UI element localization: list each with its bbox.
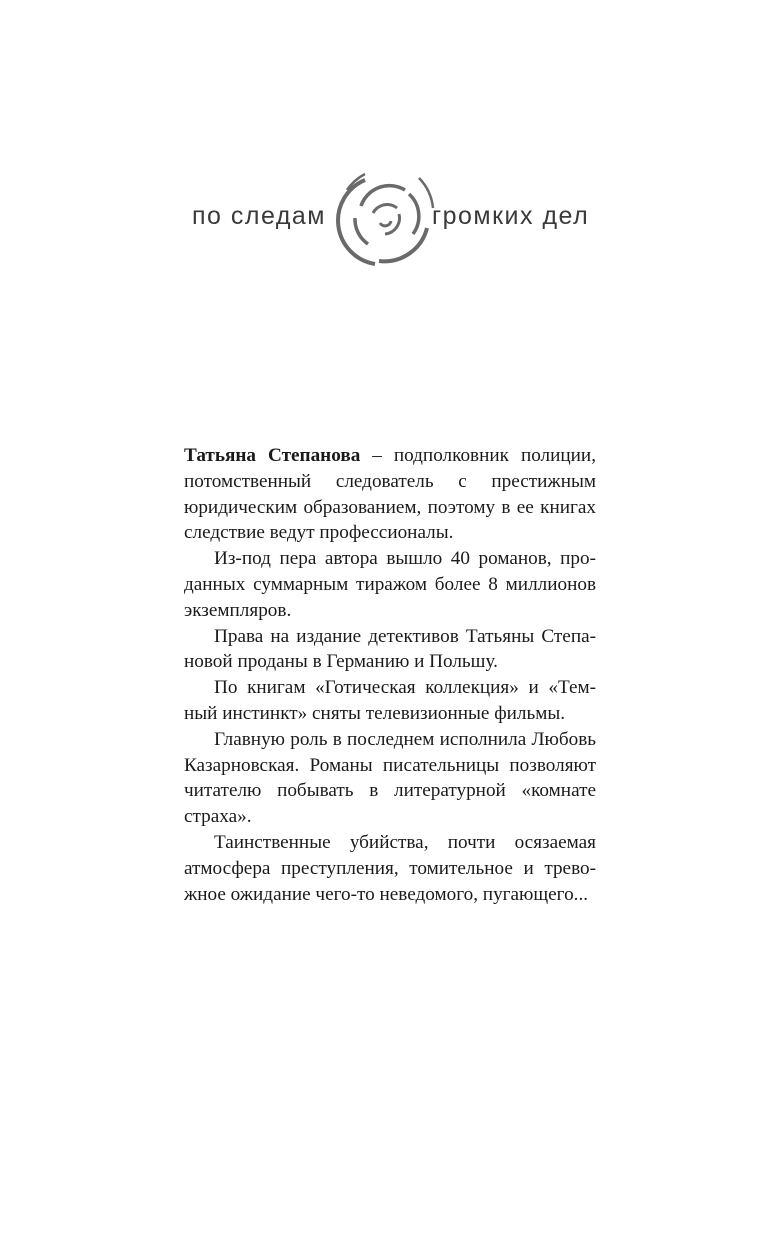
series-title-left: по следам: [191, 202, 326, 230]
series-header: [0, 160, 768, 280]
series-title-right: громких дел: [432, 202, 590, 230]
bio-paragraph: Права на издание детективов Татьяны Степановой проданы в Германию и Польшу.: [184, 625, 596, 673]
bio-paragraph: [184, 443, 596, 546]
author-name: Татьяна Степанова: [184, 445, 361, 466]
bio-intro-text: – подполковник полиции, потомственный следователь с престижным юридическим образованием, поэтому в ее книгах следствие ведут профессионалы.: [184, 445, 596, 544]
bio-paragraph: Главную роль в последнем исполнила Любовь Казарновская. Романы писательницы позволяют читателю побывать в литературной «комнате страха».: [184, 728, 596, 828]
concentric-spiral-icon: [335, 168, 435, 273]
author-bio: [184, 443, 596, 907]
bio-paragraph: По книгам «Готическая коллекция» и «Темный инстинкт» сняты телевизионные фильмы.: [184, 677, 596, 724]
bio-paragraph: Из-под пера автора вышло 40 романов, проданных суммарным тиражом более 8 миллионов экземпляров.: [184, 548, 596, 621]
bio-paragraph: Таинственные убийства, почти осязаемая атмосфера преступления, томительное и тревожное ожидание чего-то неведомого, пугающего...: [184, 831, 596, 905]
